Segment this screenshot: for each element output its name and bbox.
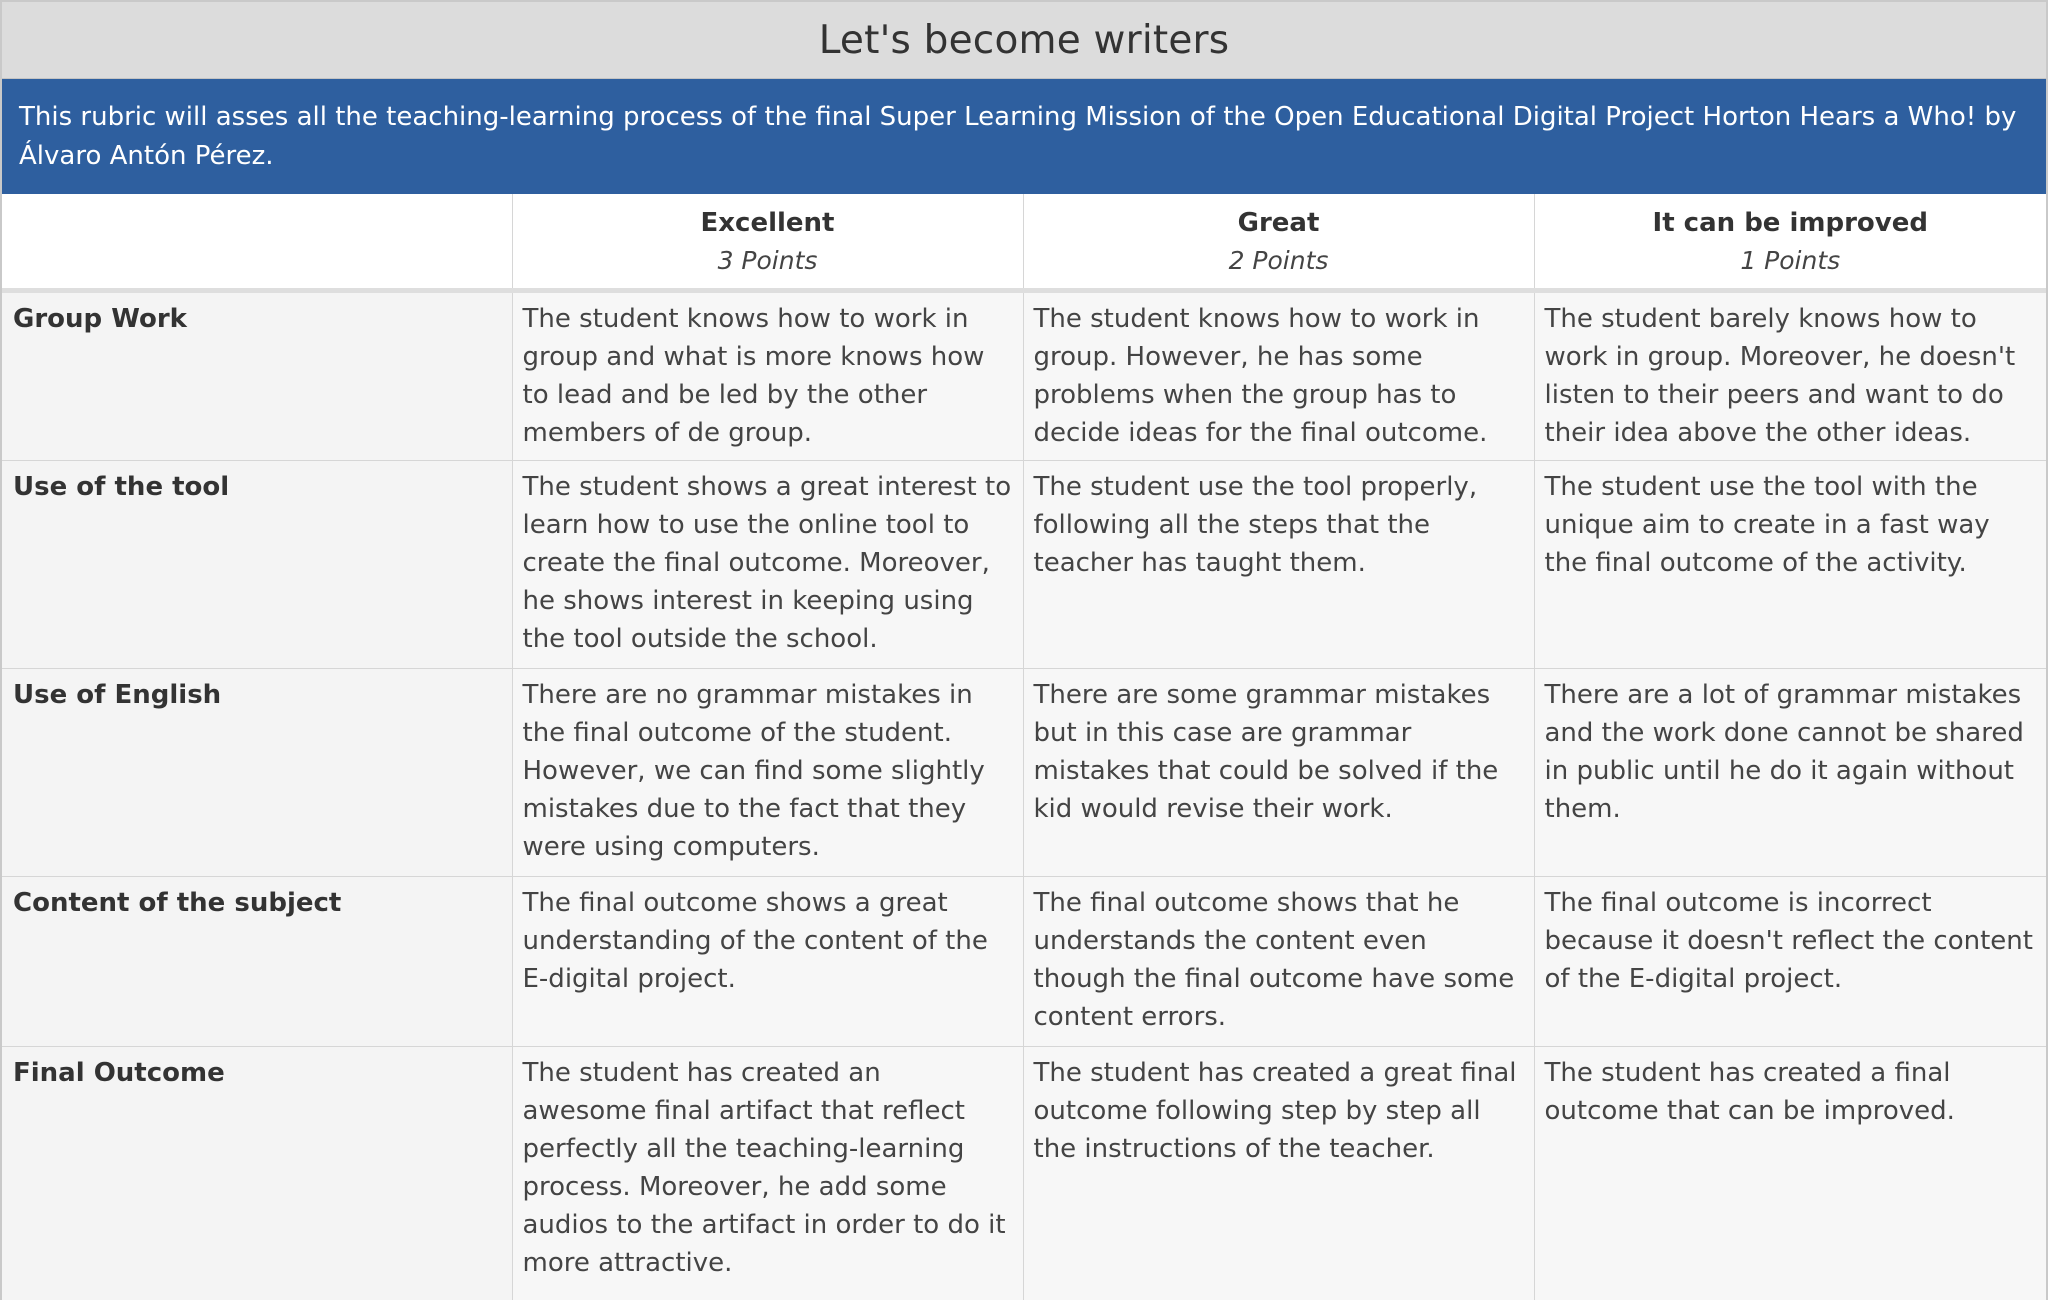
- criterion-name: Group Work: [2, 290, 512, 460]
- rubric-description-bar: [2, 79, 2046, 194]
- criterion-row-use-of-the-tool: [2, 460, 2046, 668]
- descriptor-cell: The student has created a final outcome that can be improved.: [1534, 1046, 2046, 1300]
- level-name: It can be improved: [1652, 208, 1928, 238]
- criterion-name: Content of the subject: [2, 876, 512, 1046]
- criterion-name: Use of the tool: [2, 460, 512, 668]
- level-points: 2 Points: [1228, 246, 1329, 275]
- level-points: 3 Points: [717, 246, 818, 275]
- rubric-title-bar: [2, 0, 2046, 79]
- criterion-name: Use of English: [2, 668, 512, 876]
- rubric-description: This rubric will asses all the teaching-learning process of the final Super Learning Mission of the Open Educational Digital Project Horton Hears a Who! by Álvaro Antón Pérez.: [19, 102, 2017, 171]
- descriptor-cell: The student has created a great final outcome following step by step all the instructions of the teacher.: [1023, 1046, 1534, 1300]
- level-header-improvable: [1534, 194, 2046, 290]
- level-header-great: [1023, 194, 1534, 290]
- criterion-row-final-outcome: [2, 1046, 2046, 1300]
- descriptor-cell: There are no grammar mistakes in the final outcome of the student. However, we can find some slightly mistakes due to the fact that they were using computers.: [512, 668, 1023, 876]
- descriptor-cell: The student knows how to work in group. However, he has some problems when the group has to decide ideas for the final outcome.: [1023, 290, 1534, 460]
- criterion-row-content-of-the-subject: [2, 876, 2046, 1046]
- descriptor-cell: The final outcome is incorrect because it doesn't reflect the content of the E-digital project.: [1534, 876, 2046, 1046]
- descriptor-cell: There are a lot of grammar mistakes and the work done cannot be shared in public until he do it again without them.: [1534, 668, 2046, 876]
- descriptor-cell: The student has created an awesome final artifact that reflect perfectly all the teaching-learning process. Moreover, he add some audios to the artifact in order to do it more attractive.: [512, 1046, 1023, 1300]
- descriptor-cell: The final outcome shows that he understands the content even though the final outcome have some content errors.: [1023, 876, 1534, 1046]
- descriptor-cell: The student use the tool properly, following all the steps that the teacher has taught them.: [1023, 460, 1534, 668]
- criterion-row-group-work: [2, 290, 2046, 460]
- rubric-table: [2, 194, 2046, 1300]
- corner-cell: [2, 194, 512, 290]
- criterion-row-use-of-english: [2, 668, 2046, 876]
- criterion-name: Final Outcome: [2, 1046, 512, 1300]
- descriptor-cell: The final outcome shows a great understanding of the content of the E-digital project.: [512, 876, 1023, 1046]
- level-name: Excellent: [700, 208, 835, 238]
- level-name: Great: [1237, 208, 1320, 238]
- descriptor-cell: The student use the tool with the unique aim to create in a fast way the final outcome of the activity.: [1534, 460, 2046, 668]
- descriptor-cell: The student shows a great interest to learn how to use the online tool to create the final outcome. Moreover, he shows interest in keeping using the tool outside the school.: [512, 460, 1023, 668]
- level-header-excellent: [512, 194, 1023, 290]
- descriptor-cell: There are some grammar mistakes but in this case are grammar mistakes that could be solved if the kid would revise their work.: [1023, 668, 1534, 876]
- rubric-title: Let's become writers: [818, 17, 1230, 63]
- level-header-row: [2, 194, 2046, 290]
- descriptor-cell: The student knows how to work in group and what is more knows how to lead and be led by the other members of de group.: [512, 290, 1023, 460]
- level-points: 1 Points: [1740, 246, 1841, 275]
- descriptor-cell: The student barely knows how to work in group. Moreover, he doesn't listen to their peers and want to do their idea above the other ideas.: [1534, 290, 2046, 460]
